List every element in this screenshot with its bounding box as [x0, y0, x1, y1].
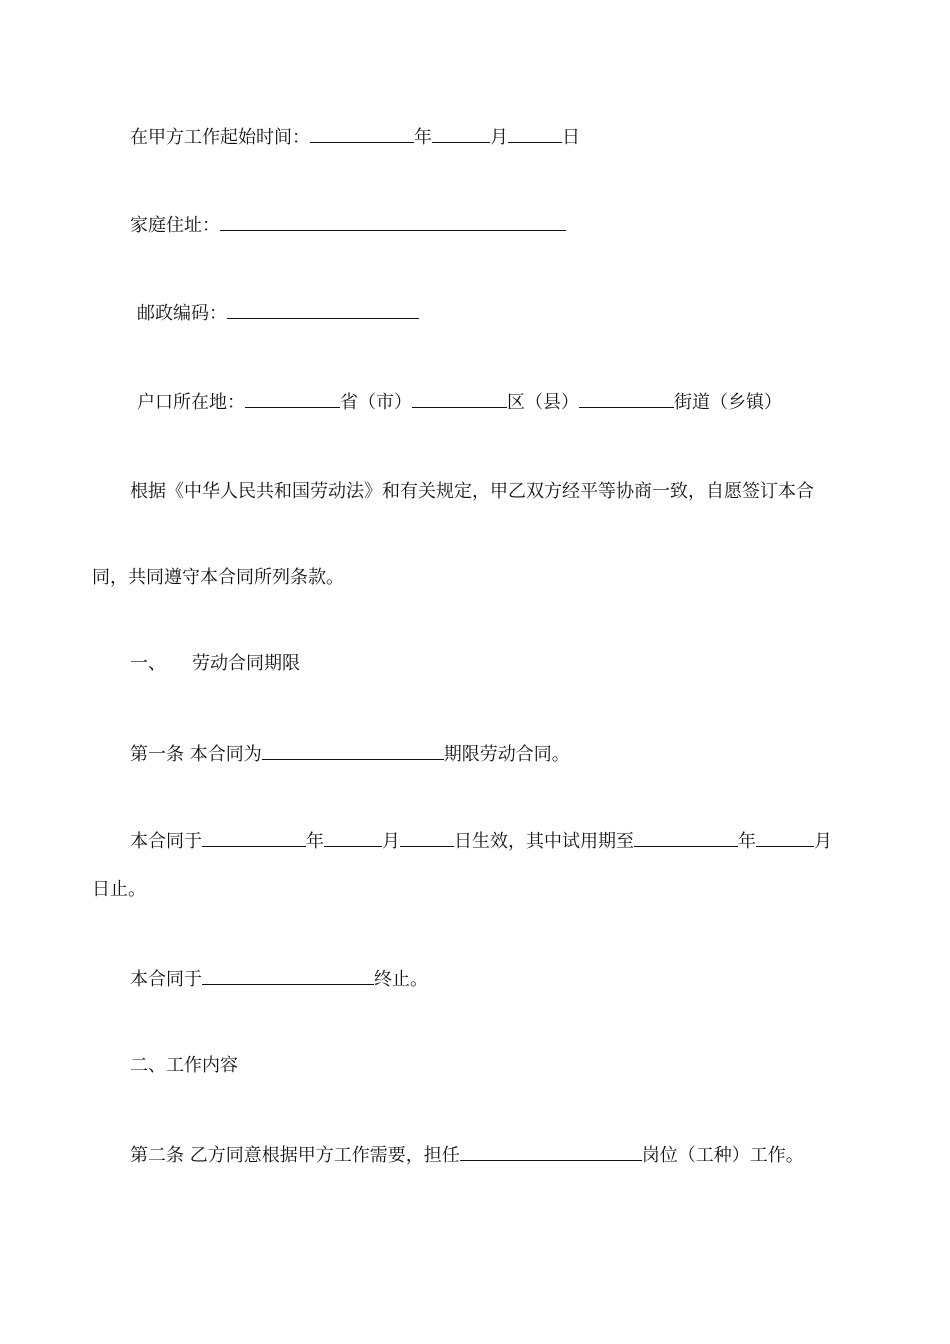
effective-year-text: 年: [306, 831, 324, 852]
article1-prefix: 第一条 本合同为: [130, 744, 262, 765]
article2-suffix: 岗位（工种）工作。: [641, 1145, 804, 1166]
start-date-label: 在甲方工作起始时间：: [130, 127, 310, 148]
article1-suffix: 期限劳动合同。: [443, 744, 570, 765]
household-line: [137, 389, 782, 413]
section1-number: 一、: [130, 653, 166, 674]
preamble-text-1: 根据《中华人民共和国劳动法》和有关规定，甲乙双方经平等协商一致，自愿签订本合: [130, 481, 814, 502]
start-day-blank[interactable]: [508, 124, 562, 143]
probation-year-blank[interactable]: [634, 828, 738, 847]
district-text: 区（县）: [507, 392, 579, 413]
termination-prefix: 本合同于: [130, 969, 202, 990]
effective-middle: 日生效，其中试用期至: [454, 831, 634, 852]
termination-suffix: 终止。: [374, 969, 428, 990]
article2-prefix: 第二条 乙方同意根据甲方工作需要，担任: [130, 1145, 460, 1166]
section2-title: 二、工作内容: [130, 1055, 238, 1076]
effective-day-blank[interactable]: [400, 828, 454, 847]
article1-line: [130, 741, 570, 765]
effective-line: [130, 828, 832, 852]
termination-line: [130, 966, 428, 990]
probation-month-blank[interactable]: [756, 828, 814, 847]
home-address-blank[interactable]: [220, 212, 566, 231]
month-text: 月: [490, 127, 508, 148]
postal-code-line: [137, 300, 419, 324]
preamble-line-2: [92, 566, 344, 590]
postal-code-blank[interactable]: [227, 300, 419, 319]
year-text: 年: [414, 127, 432, 148]
termination-date-blank[interactable]: [202, 966, 374, 985]
district-blank[interactable]: [412, 389, 507, 408]
effective-end: 日止。: [92, 879, 146, 900]
day-text: 日: [562, 127, 580, 148]
position-blank[interactable]: [460, 1142, 642, 1161]
home-address-line: [130, 212, 566, 236]
section1-heading: [130, 652, 300, 676]
article2-line: [130, 1142, 804, 1166]
home-address-label: 家庭住址：: [130, 215, 220, 236]
effective-month-text: 月: [382, 831, 400, 852]
household-label: 户口所在地：: [137, 392, 245, 413]
province-text: 省（市）: [340, 392, 412, 413]
section1-title: 劳动合同期限: [192, 653, 300, 674]
probation-month-text: 月: [814, 831, 832, 852]
postal-code-label: 邮政编码：: [137, 303, 227, 324]
street-text: 街道（乡镇）: [674, 392, 782, 413]
start-date-line: [130, 124, 580, 148]
effective-line-2: [92, 878, 146, 902]
start-year-blank[interactable]: [310, 124, 414, 143]
contract-term-blank[interactable]: [262, 741, 444, 760]
province-blank[interactable]: [245, 389, 340, 408]
effective-prefix: 本合同于: [130, 831, 202, 852]
section2-heading: [130, 1054, 238, 1078]
effective-month-blank[interactable]: [324, 828, 382, 847]
probation-year-text: 年: [738, 831, 756, 852]
preamble-line-1: [130, 480, 814, 504]
street-blank[interactable]: [579, 389, 674, 408]
start-month-blank[interactable]: [432, 124, 490, 143]
preamble-text-2: 同，共同遵守本合同所列条款。: [92, 567, 344, 588]
effective-year-blank[interactable]: [202, 828, 306, 847]
